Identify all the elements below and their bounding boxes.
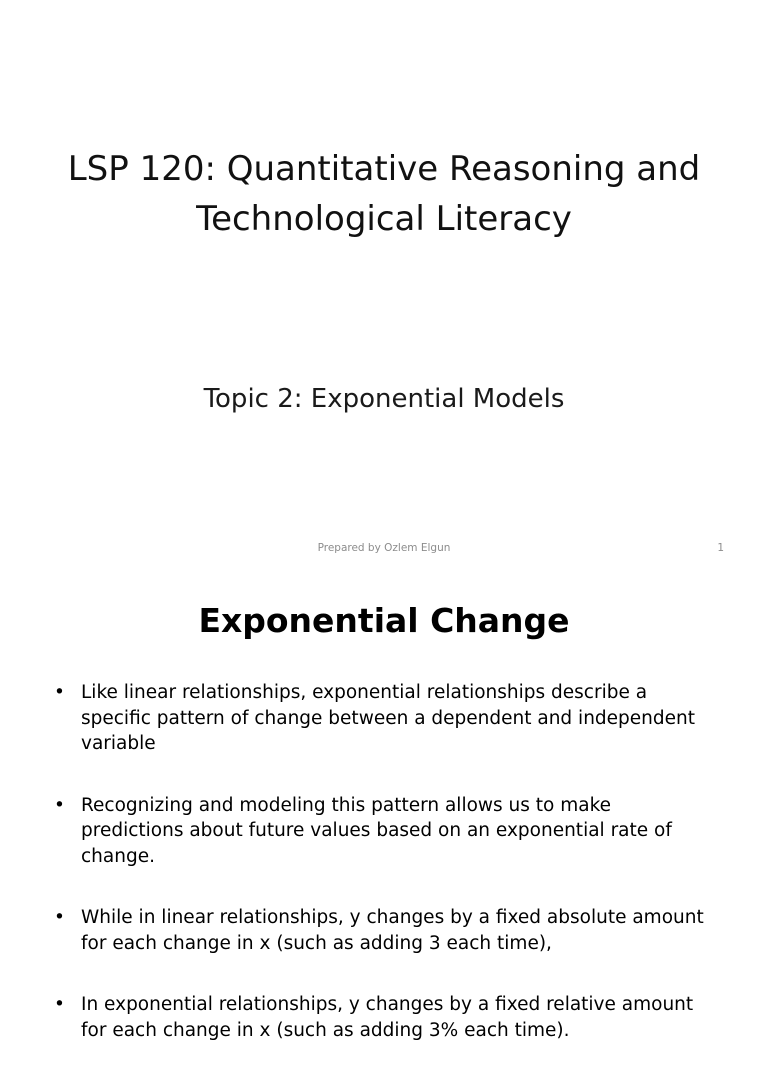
- bullet-text-line: change.: [81, 845, 155, 867]
- bullet-text-line: In exponential relationships, y changes by a fixed relative amount: [81, 994, 694, 1015]
- slide-page-number: 1: [717, 542, 724, 554]
- slide-exponential-change: [0, 576, 768, 1041]
- title-line-1: LSP 120: Quantitative Reasoning and: [67, 149, 701, 189]
- bullet-text-line: While in linear relationships, y changes by a fixed absolute amount: [81, 907, 704, 928]
- bullet-text-line: variable: [81, 733, 156, 754]
- slide-heading: Exponential Change: [198, 601, 570, 640]
- slide-title-heading: [0, 144, 768, 244]
- bullet-text-line: specific pattern of change between a dependent and independent: [81, 707, 695, 729]
- slide-footer-author: Prepared by Ozlem Elgun: [317, 542, 451, 554]
- bullet-dot-icon: •: [54, 794, 65, 816]
- bullet-item: [52, 905, 732, 956]
- bullet-item: [52, 793, 732, 870]
- title-line-2: Technological Literacy: [196, 199, 572, 239]
- bullet-text-line: for each change in x (such as adding 3 each time),: [81, 932, 552, 954]
- slide-subtitle: Topic 2: Exponential Models: [203, 384, 565, 414]
- bullet-text-line: predictions about future values based on an exponential rate of: [81, 820, 672, 841]
- bullet-dot-icon: •: [54, 994, 65, 1015]
- bullet-item: [52, 680, 732, 757]
- bullet-text-line: Like linear relationships, exponential relationships describe a: [81, 682, 648, 703]
- bullet-text-line: Recognizing and modeling this pattern allows us to make: [81, 794, 612, 816]
- bullet-dot-icon: •: [54, 682, 65, 703]
- bullet-item: [52, 992, 732, 1043]
- bullet-text-line: for each change in x (such as adding 3% each time).: [81, 1019, 570, 1041]
- bullet-list: [52, 680, 732, 1079]
- bullet-dot-icon: •: [54, 907, 65, 928]
